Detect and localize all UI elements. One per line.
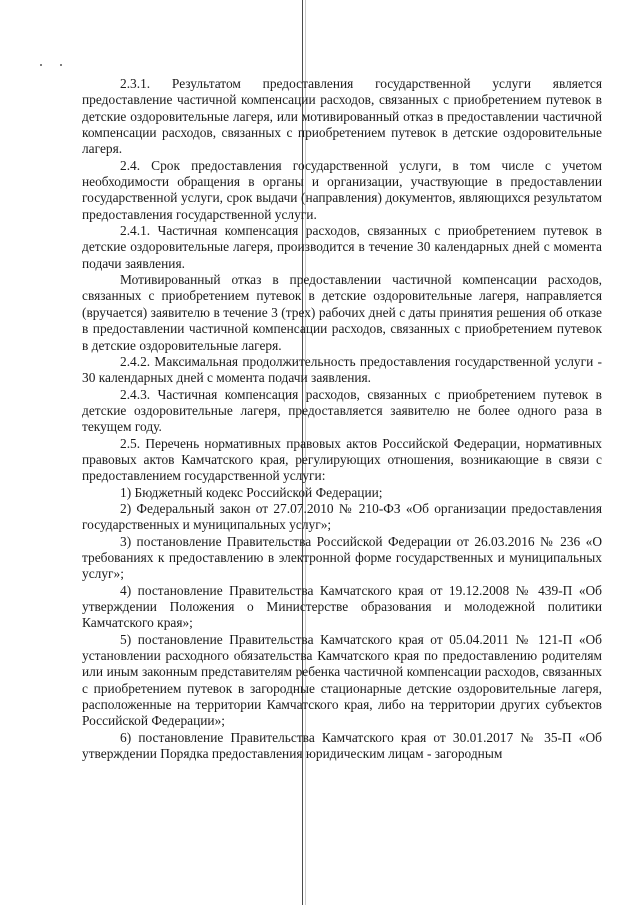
paragraph-2-4-3: 2.4.3. Частичная компенсация расходов, связанных с приобретением путевок в детские оздоровительные лагеря, предоставляется заявителю не более одного раза в текущем году.: [82, 386, 602, 435]
list-item-2: 2) Федеральный закон от 27.07.2010 № 210-ФЗ «Об организации предоставления государственных и муниципальных услуг»;: [82, 500, 602, 533]
paragraph-2-5: 2.5. Перечень нормативных правовых актов Российской Федерации, нормативных правовых актов Камчатского края, регулирующих отношения, возникающие в связи с предоставлением государственной услуги:: [82, 435, 602, 484]
list-item-1: 1) Бюджетный кодекс Российской Федерации;: [120, 484, 383, 500]
list-item-3: 3) постановление Правительства Российской Федерации от 26.03.2016 № 236 «О требованиях к предоставлению в электронной форме государственных и муниципальных услуг»;: [82, 533, 602, 582]
paragraph-2-4-2: 2.4.2. Максимальная продолжительность предоставления государственной услуги - 30 календарных дней с момента подачи заявления.: [82, 353, 602, 386]
list-item-4: 4) постановление Правительства Камчатского края от 19.12.2008 № 439-П «Об утверждении Положения о Министерстве образования и молодежной политики Камчатского края»;: [82, 582, 602, 631]
list-item-6: 6) постановление Правительства Камчатского края от 30.01.2017 № 35-П «Об утверждении Порядка предоставления юридическим лицам - загородным: [82, 729, 602, 762]
document-body: [82, 76, 602, 762]
list-item-5: 5) постановление Правительства Камчатского края от 05.04.2011 № 121-П «Об установлении расходного обязательства Камчатского края по предоставлению родителям или иным законным представителям ребенка частичной компенсации расходов, связанных с приобретением путевок в загородные стационарные детские оздоровительные лагеря, расположенные на территории Камчатского края, либо на территории других субъектов Российской Федерации»;: [82, 631, 602, 729]
paragraph-refusal: Мотивированный отказ в предоставлении частичной компенсации расходов, связанных с приобретением путевок в детские оздоровительные лагеря, направляется (вручается) заявителю в течение 3 (трех) рабочих дней с даты принятия решения об отказе в предоставлении частичной компенсации расходов, связанных с приобретением путевок в детские оздоровительные лагеря.: [82, 272, 602, 353]
paragraph-2-4-1: 2.4.1. Частичная компенсация расходов, связанных с приобретением путевок в детские оздоровительные лагеря, производится в течение 30 календарных дней с момента подачи заявления.: [82, 223, 602, 271]
scan-speck: [60, 64, 62, 66]
paragraph-2-4: 2.4. Срок предоставления государственной услуги, в том числе с учетом необходимости обращения в органы и организации, участвующие в предоставлении государственной услуги, срок выдачи (направления) документов, являющихся результатом предоставления государственной услуги.: [82, 157, 602, 222]
scan-speck: [40, 64, 42, 66]
paragraph-2-3-1: 2.3.1. Результатом предоставления государственной услуги является предоставление частичной компенсации расходов, связанных с приобретением путевок в детские оздоровительные лагеря, или мотивированный отказ в предоставлении частичной компенсации расходов, связанных с приобретением путевок в детские оздоровительные лагеря.: [82, 76, 602, 157]
